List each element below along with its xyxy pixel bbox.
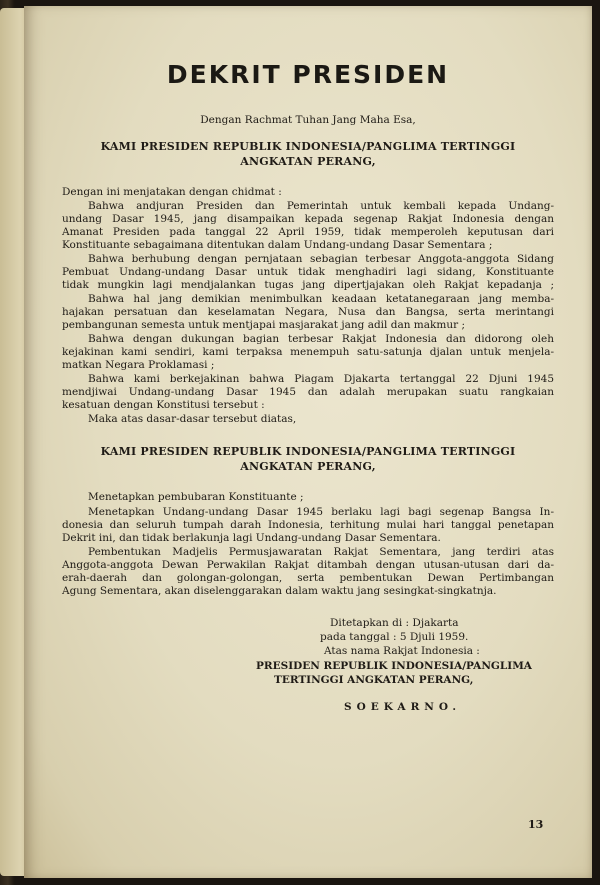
- consideration-line: Bahwa kami berkejakinan bahwa Piagam Djakarta tertanggal 22 Djuni 1945: [88, 373, 554, 385]
- decision-line: Agung Sementara, akan diselenggarakan dalam waktu jang sesingkat-singkatnja.: [62, 585, 497, 597]
- consideration-line: kejakinan kami sendiri, kami terpaksa menempuh satu-satunja djalan untuk menjela-: [62, 346, 554, 358]
- consideration-line: hajakan persatuan dan keselamatan Negara, Nusa dan Bangsa, serta merintangi: [62, 306, 554, 318]
- signature-office-line-2: TERTINGGI ANGKATAN PERANG,: [274, 674, 474, 686]
- document-page: [24, 6, 592, 878]
- consideration-line: undang Dasar 1945, jang disampaikan kepada segenap Rakjat Indonesia dengan: [62, 213, 554, 225]
- signature-place: Ditetapkan di : Djakarta: [330, 617, 459, 629]
- consideration-line: Pembuat Undang-undang Dasar untuk tidak menghadiri lagi sidang, Konstituante: [62, 266, 554, 278]
- decision-line: erah-daerah dan golongan-golongan, serta pembentukan Dewan Pertimbangan: [62, 572, 554, 584]
- decision-line: Dekrit ini, dan tidak berlakunja lagi Undang-undang Dasar Sementara.: [62, 532, 441, 544]
- consideration-line: Dengan ini menjatakan dengan chidmat :: [62, 186, 282, 198]
- invocation: Dengan Rachmat Tuhan Jang Maha Esa,: [200, 114, 416, 126]
- heading-1-line-2: ANGKATAN PERANG,: [240, 155, 376, 168]
- consideration-line: tidak mungkin lagi mendjalankan tugas jang dipertjajakan oleh Rakjat kepadanja ;: [62, 279, 554, 291]
- consideration-line: Bahwa andjuran Presiden dan Pemerintah untuk kembali kepada Undang-: [88, 200, 554, 212]
- heading-2-line-1: KAMI PRESIDEN REPUBLIK INDONESIA/PANGLIMA TERTINGGI: [100, 445, 516, 458]
- decision-line: Pembentukan Madjelis Permusjawaratan Rakjat Sementara, jang terdiri atas: [88, 546, 554, 558]
- decision-line: Anggota-anggota Dewan Perwakilan Rakjat ditambah dengan utusan-utusan dari da-: [62, 559, 554, 571]
- decision-line: Menetapkan pembubaran Konstituante ;: [88, 491, 304, 503]
- signature-office-line-1: PRESIDEN REPUBLIK INDONESIA/PANGLIMA: [256, 660, 532, 672]
- page-number: 13: [528, 818, 544, 831]
- heading-2-line-2: ANGKATAN PERANG,: [240, 460, 376, 473]
- signatory-name: SOEKARNO.: [344, 701, 462, 713]
- consideration-line: Maka atas dasar-dasar tersebut diatas,: [88, 413, 297, 425]
- decision-line: donesia dan seluruh tumpah darah Indonesia, terhitung mulai hari tanggal penetapan: [62, 519, 554, 531]
- signature-on-behalf: Atas nama Rakjat Indonesia :: [324, 645, 480, 657]
- consideration-line: kesatuan dengan Konstitusi tersebut :: [62, 399, 265, 411]
- document-title: DEKRIT PRESIDEN: [166, 60, 450, 89]
- consideration-line: Konstituante sebagaimana ditentukan dalam Undang-undang Dasar Sementara ;: [62, 239, 493, 251]
- decision-line: Menetapkan Undang-undang Dasar 1945 berlaku lagi bagi segenap Bangsa In-: [88, 506, 554, 518]
- heading-1-line-1: KAMI PRESIDEN REPUBLIK INDONESIA/PANGLIMA TERTINGGI: [100, 140, 516, 153]
- consideration-line: Amanat Presiden pada tanggal 22 April 1959, tidak memperoleh keputusan dari: [62, 226, 554, 238]
- consideration-line: mendjiwai Undang-undang Dasar 1945 dan adalah merupakan suatu rangkaian: [62, 386, 554, 398]
- consideration-line: pembangunan semesta untuk mentjapai masjarakat jang adil dan makmur ;: [62, 319, 465, 331]
- consideration-line: Bahwa dengan dukungan bagian terbesar Rakjat Indonesia dan didorong oleh: [88, 333, 554, 345]
- consideration-line: matkan Negara Proklamasi ;: [62, 359, 215, 371]
- consideration-line: Bahwa hal jang demikian menimbulkan keadaan ketatanegaraan jang memba-: [88, 293, 554, 305]
- signature-date: pada tanggal : 5 Djuli 1959.: [320, 631, 469, 643]
- consideration-line: Bahwa berhubung dengan pernjataan sebagian terbesar Anggota-anggota Sidang: [88, 253, 554, 265]
